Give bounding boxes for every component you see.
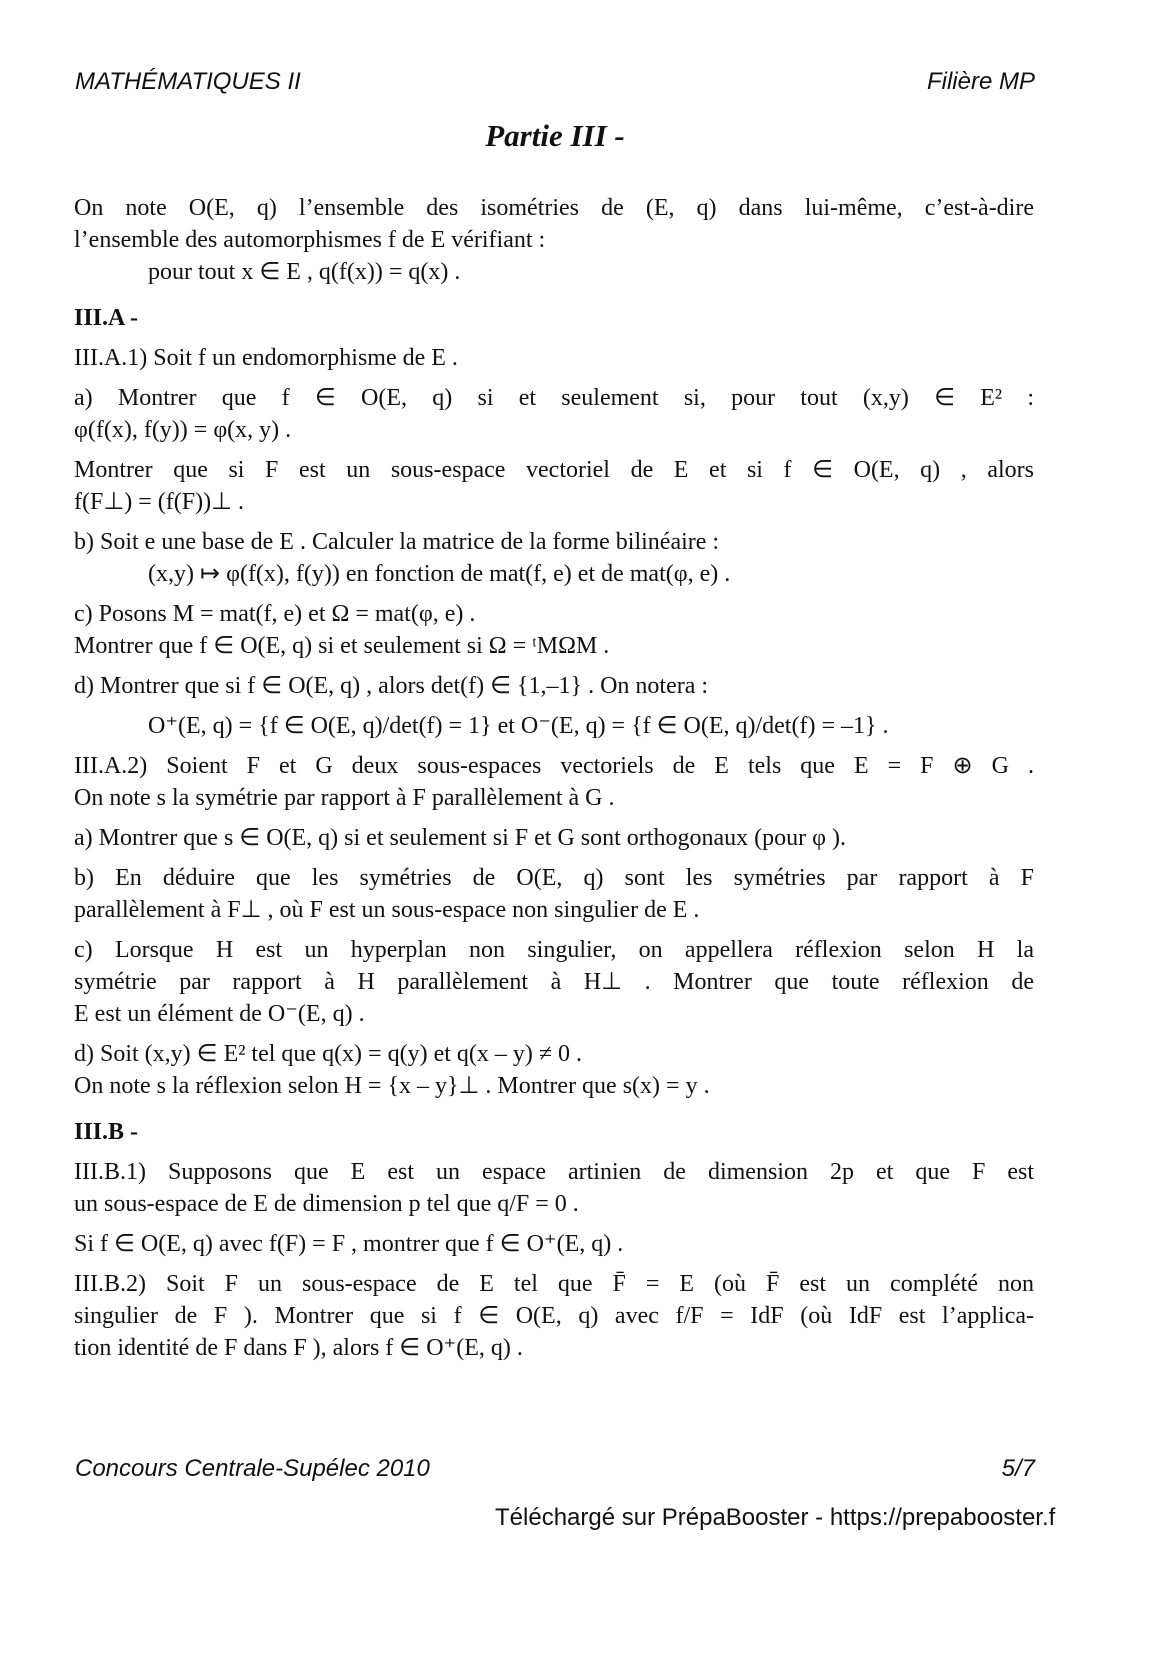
formula-line: pour tout x ∈ E , q(f(x)) = q(x) . [148, 259, 461, 285]
question-III-A-1-a: a) Montrer que f ∈ O(E, q) si et seulement si, pour tout (x,y) ∈ E² : [74, 385, 1034, 411]
paragraph: Montrer que f ∈ O(E, q) si et seulement si Ω = ᵗMΩM . [74, 633, 610, 659]
question-III-B-2: III.B.2) Soit F un sous-espace de E tel que F̄ = E (où F̄ est un complété non [74, 1271, 1034, 1297]
question-III-B-1: III.B.1) Supposons que E est un espace artinien de dimension 2p et que F est [74, 1159, 1034, 1185]
paragraph: parallèlement à F⊥ , où F est un sous-espace non singulier de E . [74, 897, 700, 923]
page-title: Partie III - [485, 118, 625, 153]
paragraph: Si f ∈ O(E, q) avec f(F) = F , montrer que f ∈ O⁺(E, q) . [74, 1231, 624, 1257]
question-III-A-1-c: c) Posons M = mat(f, e) et Ω = mat(φ, e) . [74, 601, 476, 627]
document-body [74, 192, 1034, 1364]
page-number: 5/7 [1001, 1455, 1035, 1482]
question-III-A-1-b: b) Soit e une base de E . Calculer la matrice de la forme bilinéaire : [74, 529, 720, 555]
paragraph: singulier de F ). Montrer que si f ∈ O(E, q) avec f/F = IdF (où IdF est l’applica- [74, 1303, 1034, 1329]
question-III-A-2: III.A.2) Soient F et G deux sous-espaces vectoriels de E tels que E = F ⊕ G . [74, 753, 1034, 779]
question-III-A-2-a: a) Montrer que s ∈ O(E, q) si et seulement si F et G sont orthogonaux (pour φ ). [74, 825, 846, 851]
download-note: Téléchargé sur PrépaBooster - https://prepabooster.f [495, 1504, 1056, 1531]
paragraph: On note s la symétrie par rapport à F parallèlement à G . [74, 785, 615, 811]
paragraph: symétrie par rapport à H parallèlement à H⊥ . Montrer que toute réflexion de [74, 969, 1034, 995]
question-III-A-1: III.A.1) Soit f un endomorphisme de E . [74, 345, 458, 371]
question-III-A-2-c: c) Lorsque H est un hyperplan non singulier, on appellera réflexion selon H la [74, 937, 1034, 963]
formula-line: φ(f(x), f(y)) = φ(x, y) . [74, 417, 292, 443]
paragraph: On note s la réflexion selon H = {x – y}⊥ . Montrer que s(x) = y . [74, 1073, 710, 1099]
paragraph: On note O(E, q) l’ensemble des isométries de (E, q) dans lui-même, c’est-à-dire [74, 195, 1034, 221]
paragraph: un sous-espace de E de dimension p tel que q/F = 0 . [74, 1191, 579, 1217]
paragraph: E est un élément de O⁻(E, q) . [74, 1001, 365, 1027]
paragraph: l’ensemble des automorphismes f de E vérifiant : [74, 227, 546, 253]
paragraph: Montrer que si F est un sous-espace vectoriel de E et si f ∈ O(E, q) , alors [74, 457, 1034, 483]
formula-line: f(F⊥) = (f(F))⊥ . [74, 489, 244, 515]
footer-contest: Concours Centrale-Supélec 2010 [75, 1455, 430, 1482]
formula-line: (x,y) ↦ φ(f(x), f(y)) en fonction de mat(f, e) et de mat(φ, e) . [148, 561, 731, 587]
header-subject: MATHÉMATIQUES II [75, 68, 301, 95]
formula-line: O⁺(E, q) = {f ∈ O(E, q)/det(f) = 1} et O⁻(E, q) = {f ∈ O(E, q)/det(f) = –1} . [148, 713, 889, 739]
paragraph: tion identité de F dans F ), alors f ∈ O⁺(E, q) . [74, 1335, 523, 1361]
question-III-A-1-d: d) Montrer que si f ∈ O(E, q) , alors det(f) ∈ {1,–1} . On notera : [74, 673, 709, 699]
section-heading-III-B: III.B - [74, 1119, 139, 1145]
section-heading-III-A: III.A - [74, 305, 139, 331]
question-III-A-2-b: b) En déduire que les symétries de O(E, q) sont les symétries par rapport à F [74, 865, 1034, 891]
question-III-A-2-d: d) Soit (x,y) ∈ E² tel que q(x) = q(y) et q(x – y) ≠ 0 . [74, 1041, 583, 1067]
header-track: Filière MP [926, 68, 1035, 95]
